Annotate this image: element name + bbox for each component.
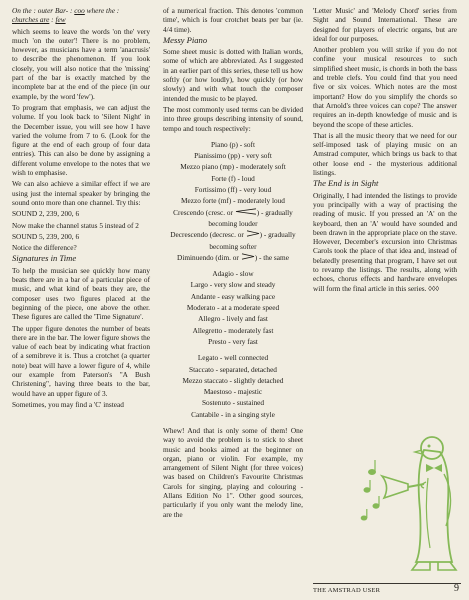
term-line: Legato - well connected bbox=[197, 353, 269, 363]
term-line: Moderato - at a moderate speed bbox=[186, 303, 280, 313]
section-heading: Signatures in Time bbox=[12, 253, 77, 264]
lyric-coo: coo bbox=[74, 6, 85, 15]
section-heading: The End is in Sight bbox=[313, 178, 379, 189]
term-line: Maestoso - majestic bbox=[203, 387, 263, 397]
decrescendo-label: Decrescendo (decresc. or bbox=[170, 230, 246, 240]
term-line: Largo - very slow and steady bbox=[190, 280, 276, 290]
term-line: Mezzo forte (mf) - moderately loud bbox=[181, 196, 285, 206]
term-line: Andante - easy walking pace bbox=[190, 291, 276, 301]
paragraph: Originally, I had intended the listings to provide you principally with a way of practising the reading of music. If you pressed an 'A' on the keyboard, then an 'A' would have sounded and been drawn in the appropriate place on the stave. However, December's excursion into Christmas Carols took the place of that idea and, instead of belatedly presenting that program, I have set out to revamp the listings. The results, along with echoes, chorus effects and hardware envelopes will form the final article in this series. ◊◊◊ bbox=[313, 190, 457, 293]
diminuendo-desc: ) - the same bbox=[254, 252, 289, 262]
paragraph: The most commonly used terms can be divided into three groups describing intensity of sound, tempo and touch respectively: bbox=[163, 104, 303, 133]
term-line: Mezzo piano (mp) - moderately soft bbox=[180, 162, 286, 172]
code-line: SOUND 2, 239, 200, 6 bbox=[12, 209, 80, 219]
code-line: SOUND 5, 239, 200, 6 bbox=[12, 231, 80, 241]
term-line: Allegretto - moderately fast bbox=[192, 325, 274, 335]
lyric-line bbox=[12, 6, 150, 25]
term-line: Pianissimo (pp) - very soft bbox=[194, 151, 272, 161]
term-line: becoming softer bbox=[209, 241, 257, 251]
term-line: Cantabile - in a singing style bbox=[191, 409, 275, 419]
term-line: Staccato - separated, detached bbox=[189, 364, 277, 374]
term-line: Mezzo staccato - slightly detached bbox=[182, 375, 284, 385]
crescendo-desc: ) - gradually bbox=[256, 207, 293, 217]
lyric-churches: churches are bbox=[12, 15, 50, 25]
term-line: Fortissimo (ff) - very loud bbox=[194, 185, 272, 195]
lyric-outer: : outer Bar- : bbox=[33, 6, 75, 15]
decrescendo-hairpin-icon bbox=[241, 253, 255, 260]
section-heading: Messy Piano bbox=[163, 34, 208, 45]
trumpet-penguin-illustration bbox=[360, 430, 460, 578]
term-line bbox=[163, 253, 303, 262]
page-footer bbox=[313, 583, 461, 595]
paragraph: Whew! And that is only some of them! One way to avoid the problem is to stick to sheet music and books aimed at the beginner on organ, piano or violin. For example, my arrangement of Silent Night (for three voices) was based on Children's Favourite Christmas Carols for singing, playing and colouring - Allans Edition No 1". Other good sources, particularly if you only want the melody line, are the bbox=[163, 425, 303, 519]
lyric-few: few bbox=[55, 15, 66, 25]
term-line: becoming louder bbox=[208, 218, 258, 228]
lyric-where: where the : bbox=[84, 6, 120, 15]
paragraph: To program that emphasis, we can adjust the volume. If you look back to 'Silent Night' in the December issue, you will see how I have varied the volume from 7 to 6. (Look for the figure at the end of each group of four data entries). This can also be done by assigning a different volume envelope to the notes that we wish to emphasise. bbox=[12, 102, 150, 178]
paragraph: The upper figure denotes the number of beats there are in the bar. The lower figure shows the value of each beat by indicating what fraction of a semibreve it is. Thus a crotchet (a quarter note) beat will have a lower figure of 4, while our example from Paterson's "A Bush Christening", having three beats to the bar, would have an upper figure of 3. bbox=[12, 323, 150, 398]
paragraph: 'Letter Music' and 'Melody Chord' series from Sight and Sound International. These are designed for players of electric organs, but are ideal for our purposes. bbox=[313, 6, 457, 43]
crescendo-hairpin-icon bbox=[235, 208, 257, 215]
magazine-title: THE AMSTRAD USER bbox=[313, 587, 381, 594]
term-line: Sostenuto - sustained bbox=[201, 398, 265, 408]
term-line: Presto - very fast bbox=[208, 336, 258, 346]
term-line: Piano (p) - soft bbox=[211, 139, 255, 149]
paragraph: Sometimes, you may find a 'C' instead bbox=[12, 399, 124, 409]
lyric-colon: : bbox=[49, 15, 56, 25]
diminuendo-label: Diminuendo (dim. or bbox=[177, 252, 241, 262]
term-line: Allegro - lively and fast bbox=[198, 314, 268, 324]
column-3 bbox=[313, 6, 457, 295]
column-1 bbox=[12, 6, 150, 411]
crescendo-label: Crescendo (cresc. or bbox=[173, 207, 235, 217]
column-2 bbox=[163, 6, 303, 521]
term-line bbox=[163, 208, 303, 217]
paragraph: which seems to leave the words 'on the' very much 'on the outer'! There is no problem, however, as musicians have a term 'anacrusis' to describe the phenomenon. If you look closely, you will also notice that the 'missing' part of the bar is exactly matched by the incomplete bar at the end of the piece (in our example, by the word 'few'). bbox=[12, 26, 150, 101]
paragraph: Now make the channel status 5 instead of 2 bbox=[12, 220, 139, 230]
paragraph: That is all the music theory that we need for our self-imposed task of playing music on an Amstrad computer, which brings us back to that other loose end - the mysterious additional listings. bbox=[313, 130, 457, 178]
paragraph: of a numerical fraction. This denotes 'common time', which is four crotchet beats per bar (ie. 4/4 time). bbox=[163, 6, 303, 34]
paragraph: We can also achieve a similar effect if we are using just the internal speaker by bringing the sound onto more than one channel. Try this: bbox=[12, 179, 150, 207]
page-number: 9 bbox=[454, 583, 459, 594]
paragraph: Notice the difference? bbox=[12, 243, 77, 253]
term-line: Forte (f) - loud bbox=[211, 173, 255, 183]
term-line: Adagio - slow bbox=[212, 269, 254, 279]
paragraph: Some sheet music is dotted with Italian words, some of which are abbreviated. As I suggested in an earlier part of this series, these tell us how softly (or how loudly), how quickly (or how slowly) and with what touch the composer intended the music to be played. bbox=[163, 47, 303, 103]
paragraph: To help the musician see quickly how many beats there are in a bar of a particular piece of music, and what kind of beats they are, the composer uses two figures placed at the beginning of the piece, one above the other. These figures are called the 'Time Signature'. bbox=[12, 265, 150, 322]
term-line bbox=[163, 230, 303, 239]
lyric-prefix: On the bbox=[12, 6, 34, 15]
decrescendo-hairpin-icon bbox=[246, 230, 260, 237]
decrescendo-desc: ) - gradually bbox=[259, 230, 296, 240]
paragraph: Another problem you will strike if you do not confine your musical resources to such simplified sheet music, is chords in both the bass and treble clefs. You could find that you need five or six voices. Which notes are the most important? How do you simplify the chords so that Arnold's three voices can cope? The answer requires an in-depth knowledge of music and is beyond the scope of these articles. bbox=[313, 45, 457, 129]
